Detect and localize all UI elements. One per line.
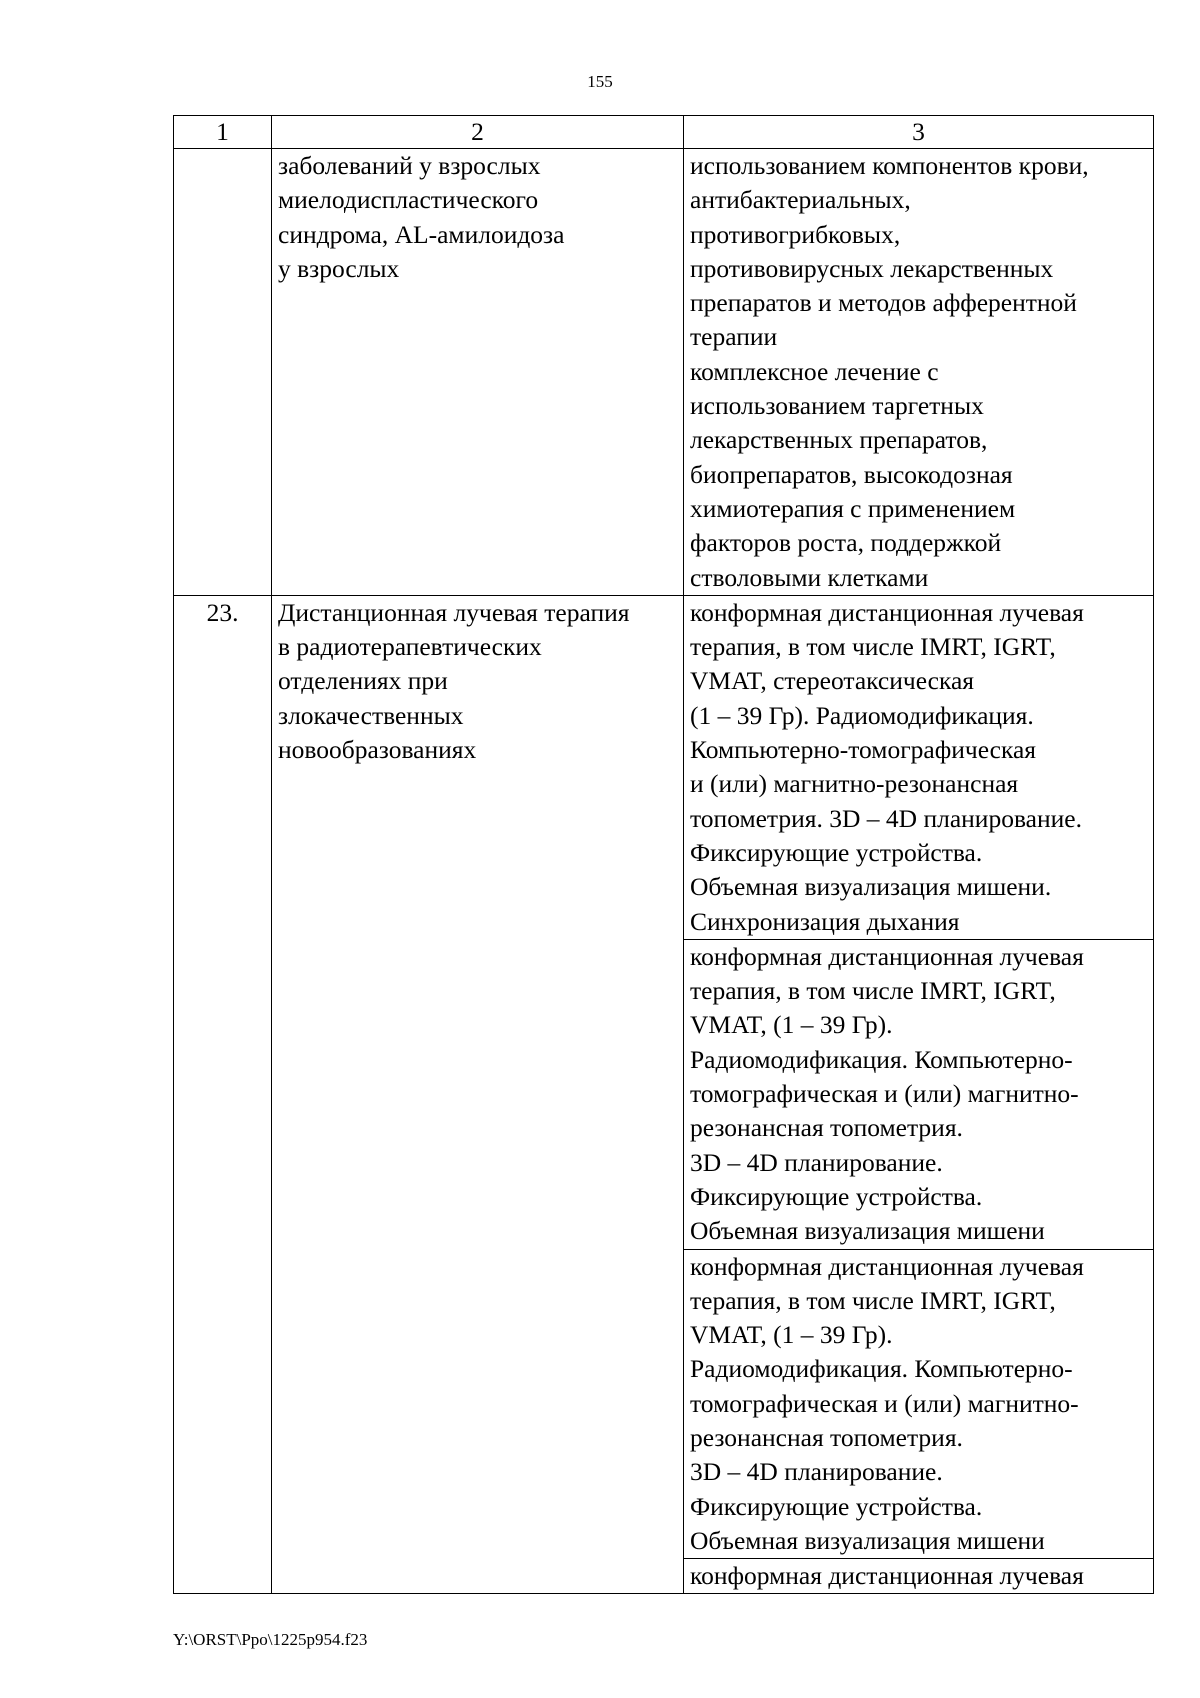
column-header-3: 3: [684, 116, 1154, 149]
table-header-row: [174, 116, 1154, 149]
row-method: конформная дистанционная лучевая терапия, в том числе IMRT, IGRT, VMAT, стереотаксическая (1 – 39 Гр). Радиомодификация. Компьютерно-томографическая и (или) магнитно-резонансная топометрия. 3D – 4D планирование. Фиксирующие устройства. Объемная визуализация мишени. Синхронизация дыхания: [684, 595, 1154, 939]
row-name: Дистанционная лучевая терапия в радиотерапевтических отделениях при злокачественных новообразованиях: [272, 595, 684, 1594]
table-row: [174, 149, 1154, 596]
row-number: 23.: [174, 595, 272, 1594]
column-header-2: 2: [272, 116, 684, 149]
row-method: конформная дистанционная лучевая терапия, в том числе IMRT, IGRT, VMAT, (1 – 39 Гр). Радиомодификация. Компьютерно- томографическая и (или) магнитно- резонансная топометрия. 3D – 4D планирование. Фиксирующие устройства. Объемная визуализация мишени: [684, 1249, 1154, 1559]
services-table: [173, 115, 1154, 1594]
table-row: [174, 595, 1154, 939]
row-method: конформная дистанционная лучевая: [684, 1559, 1154, 1594]
row-method: конформная дистанционная лучевая терапия, в том числе IMRT, IGRT, VMAT, (1 – 39 Гр). Радиомодификация. Компьютерно- томографическая и (или) магнитно- резонансная топометрия. 3D – 4D планирование. Фиксирующие устройства. Объемная визуализация мишени: [684, 939, 1154, 1249]
row-method: использованием компонентов крови, антибактериальных, противогрибковых, противовирусных лекарственных препаратов и методов афферентной терапии комплексное лечение с использованием таргетных лекарственных препаратов, биопрепаратов, высокодозная химиотерапия с применением факторов роста, поддержкой стволовыми клетками: [684, 149, 1154, 596]
row-number: [174, 149, 272, 596]
file-path-footer: Y:\ORST\Ppo\1225p954.f23: [173, 1630, 368, 1649]
row-name: заболеваний у взрослых миелодиспластического синдрома, AL-амилоидоза у взрослых: [272, 149, 684, 596]
column-header-1: 1: [174, 116, 272, 149]
page-number: 155: [587, 72, 613, 91]
